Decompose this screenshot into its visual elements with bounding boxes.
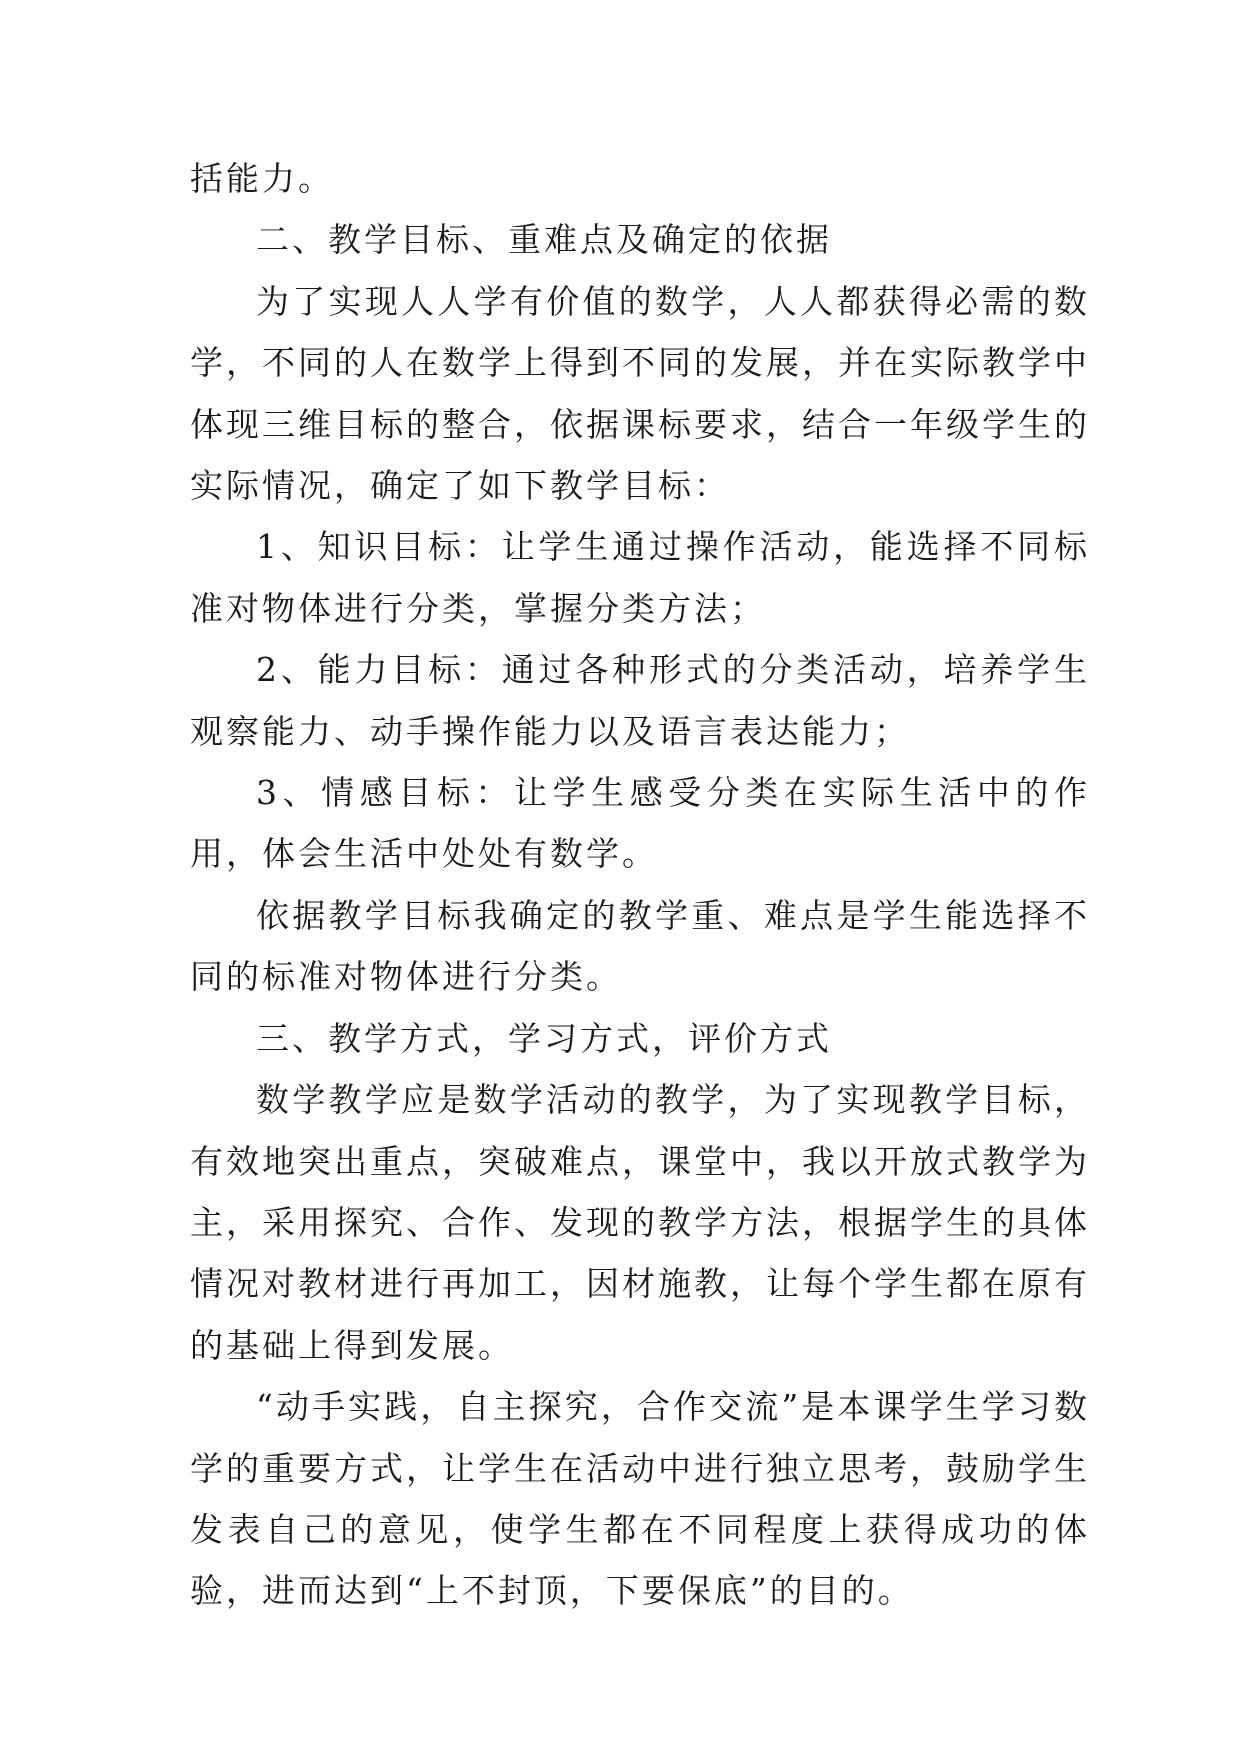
objective-knowledge: 1、知识目标：让学生通过操作活动，能选择不同标准对物体进行分类，掌握分类方法； — [190, 527, 1090, 628]
paragraph-objectives-intro: 为了实现人人学有价值的数学，人人都获得必需的数学，不同的人在数学上得到不同的发展，并在实际教学中体现三维目标的整合，依据课标要求，结合一年级学生的实际情况，确定了如下教学目标： — [190, 281, 1090, 506]
paragraph-learning-method: “动手实践，自主探究，合作交流”是本课学生学习数学的重要方式，让学生在活动中进行独立思考，鼓励学生发表自己的意见，使学生都在不同程度上获得成功的体验，进而达到“上不封顶，下要保底”的目的。 — [190, 1387, 1090, 1611]
paragraph-key-points: 依据教学目标我确定的教学重、难点是学生能选择不同的标准对物体进行分类。 — [190, 895, 1090, 997]
paragraph-teaching-method: 数学教学应是数学活动的教学，为了实现教学目标，有效地突出重点，突破难点，课堂中，我以开放式教学为主，采用探究、合作、发现的教学方法，根据学生的具体情况对教材进行再加工，因材施教，让每个学生都在原有的基础上得到发展。 — [190, 1080, 1090, 1365]
objective-emotion: 3、情感目标：让学生感受分类在实际生活中的作用，体会生活中处处有数学。 — [190, 773, 1090, 874]
section-heading-methods: 三、教学方式，学习方式，评价方式 — [256, 1018, 832, 1058]
objective-ability: 2、能力目标：通过各种形式的分类活动，培养学生观察能力、动手操作能力以及语言表达能力； — [190, 650, 1090, 751]
section-heading-objectives: 二、教学目标、重难点及确定的依据 — [256, 220, 832, 260]
document-body — [190, 148, 1090, 1622]
paragraph-continuation: 括能力。 — [190, 159, 334, 198]
